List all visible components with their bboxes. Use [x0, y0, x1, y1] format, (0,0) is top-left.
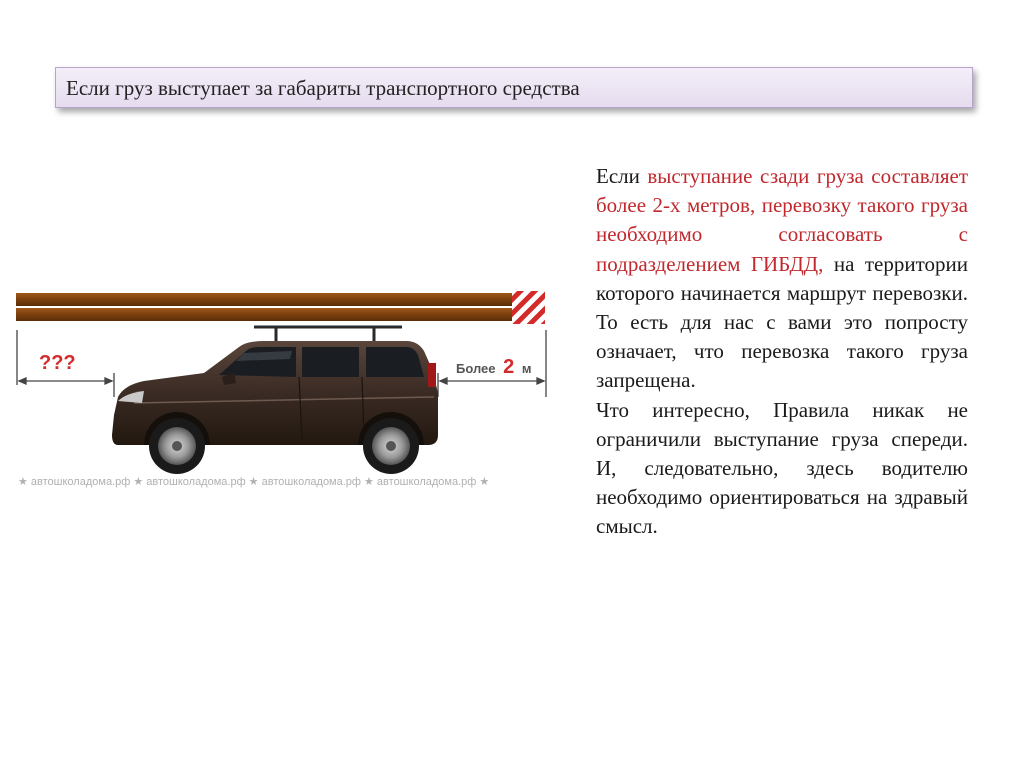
rear-label-value: 2 — [503, 356, 515, 378]
rear-label-prefix: Более — [456, 361, 496, 376]
paragraph-2: Что интересно, Правила никак не ограничили выступание груза спереди. И, следовательно, здесь водителю необходимо ориентироваться на здравый смысл. — [596, 397, 968, 539]
title-banner — [55, 67, 973, 108]
paragraph-1-rest: на территории которого начинается маршрут перевозки. То есть для нас с вами это попросту означает, что перевозка такого груза запрещена. — [596, 251, 968, 393]
rear-length-label — [456, 356, 532, 378]
rear-label-unit: м — [521, 361, 532, 376]
slide-title: Если груз выступает за габариты транспортного средства — [66, 76, 580, 100]
paragraph-1 — [596, 162, 968, 396]
cargo-illustration — [14, 285, 554, 500]
body-text — [596, 162, 968, 542]
watermark-text: ★ автошколадома.рф ★ автошколадома.рф ★ автошколадома.рф ★ автошколадома.рф ★ — [18, 476, 490, 488]
cargo-beam — [16, 293, 512, 321]
car-icon — [112, 341, 438, 474]
front-question-label: ??? — [39, 352, 76, 374]
paragraph-1-lead: Если — [596, 164, 648, 188]
paragraph-1-highlight: выступание сзади груза составляет более 2-х метров, перевозку такого груза необходимо согласовать с подразделением ГИБДД, — [596, 164, 968, 276]
warning-hatch-sign — [512, 291, 545, 324]
car-with-cargo-diagram — [14, 285, 554, 500]
